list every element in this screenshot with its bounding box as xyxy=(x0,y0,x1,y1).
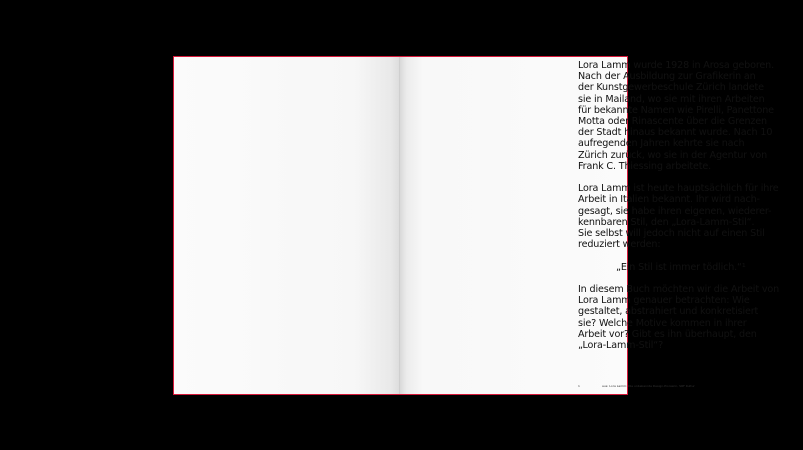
paragraph-3 xyxy=(578,284,803,351)
left-page xyxy=(174,57,400,394)
text-line: Sie selbst will jedoch nicht auf einen Stil xyxy=(578,228,765,240)
text-line: In diesem Buch möchten wir die Arbeit von xyxy=(578,284,780,296)
text-line: „Lora-Lamm-Stil“? xyxy=(578,340,664,352)
text-line: für bekannte Namen wie Pirelli, Panettone xyxy=(578,104,774,116)
book-spread xyxy=(173,56,780,395)
page-number: 1 xyxy=(578,384,580,388)
text-line: Arbeit in Italien bekannt. Ihr wird nach- xyxy=(578,194,760,206)
text-line: Zürich zurück, wo sie in der Agentur von xyxy=(578,149,767,161)
text-line: Nach der Ausbildung zur Grafikerin an xyxy=(578,71,756,83)
text-line: gesagt, sie habe ihren eigenen, wiederer- xyxy=(578,205,772,217)
paragraph-1 xyxy=(578,60,803,172)
quote: „Ein Stil ist immer tödlich.“¹ xyxy=(616,261,746,273)
text-line: Arbeit vor? Gibt es ihn überhaupt, den xyxy=(578,328,757,340)
text-line: sie? Welche Motive kommen in ihrer xyxy=(578,317,747,329)
body-text xyxy=(578,60,803,351)
text-line: Motta oder Rinascente über die Grenzen xyxy=(578,116,767,128)
text-line: Lora Lamm genauer betrachten: Wie xyxy=(578,295,750,307)
right-page xyxy=(400,57,780,394)
text-line: der Stadt hinaus bekannt wurde. Nach 10 xyxy=(578,127,773,139)
text-line: Lora Lamm ist heute hauptsächlich für ihre xyxy=(578,183,779,195)
text-line: aufregenden Jahren kehrte sie nach xyxy=(578,138,745,150)
text-line: sie in Mailand, wo sie mit ihren Arbeiten xyxy=(578,93,765,105)
text-line: kennbaren Stil, den „Lora-Lamm-Stil“. xyxy=(578,216,755,228)
footnote-source: aus: Lora Lamm: Die unbekannte Design-Pionierin, SRF Kultur xyxy=(602,384,695,388)
paragraph-2 xyxy=(578,183,803,250)
text-line: Lora Lamm wurde 1928 in Arosa geboren. xyxy=(578,60,774,71)
text-line: reduziert werden: xyxy=(578,239,661,251)
text-line: der Kunstgewerbeschule Zürich landete xyxy=(578,82,764,94)
text-line: gestaltet, abstrahiert und konkretisiert xyxy=(578,306,759,318)
text-line: Frank C. Thiessing arbeitete. xyxy=(578,160,712,172)
